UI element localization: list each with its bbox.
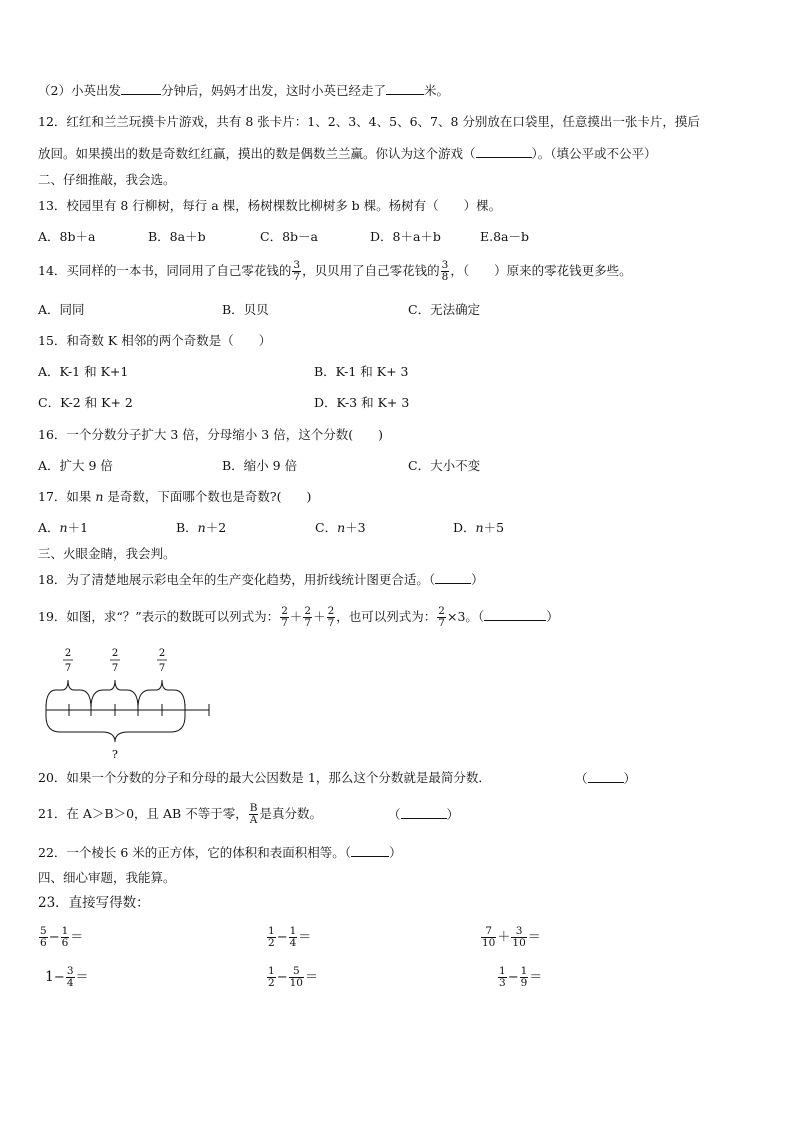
option-a[interactable]: A．K-1 和 K+1: [38, 364, 129, 379]
question-15: 15．和奇数 K 相邻的两个奇数是（ ）: [38, 333, 272, 348]
question-22: 22．一个棱长 6 米的正方体，它的体积和表面积相等。（ ）: [38, 845, 402, 860]
option-a[interactable]: A．扩大 9 倍: [38, 458, 113, 473]
option-d[interactable]: D．𝑛＋5: [453, 520, 505, 535]
svg-text:7: 7: [158, 663, 166, 674]
option-c[interactable]: C．𝑛＋3: [315, 520, 366, 535]
fraction: $\frac{3}{8}$: [441, 259, 449, 283]
fraction-label: [110, 648, 120, 674]
question-20: 20．如果一个分数的分子和分母的最大公因数是 1，那么这个分数就是最简分数．: [38, 770, 491, 785]
fraction-label: [63, 648, 73, 674]
answer-blank[interactable]: [401, 806, 447, 819]
question-12-line2: 放回。如果摸出的数是奇数红红赢，摸出的数是偶数兰兰赢。你认为这个游戏（ ）。（填公平或不公平）: [38, 146, 657, 161]
question-12-line1: 12．红红和兰兰玩摸卡片游戏，共有 8 张卡片：1、2、3、4、5、6、7、8 分别放在口袋里，任意摸出一张卡片，摸后: [38, 114, 700, 129]
option-a[interactable]: A．𝑛＋1: [38, 520, 89, 535]
svg-text:2: 2: [64, 648, 72, 659]
answer-blank[interactable]: [476, 145, 532, 158]
fraction: $\frac{B}{A}$: [249, 802, 258, 826]
option-a[interactable]: A．8b＋a: [38, 229, 96, 244]
calc-item: $\frac{1}{3}$ − $\frac{1}{9}$ ＝: [499, 965, 543, 989]
svg-text:7: 7: [64, 663, 72, 674]
answer-blank[interactable]: [386, 82, 424, 95]
brace-bottom: [46, 716, 185, 742]
question-14: 14．买同样的一本书，同同用了自己零花钱的 $\frac{3}{7}$ ，贝贝用了自己零花钱的 $\frac{3}{8}$ ，（ ）原来的零花钱更多些。: [38, 259, 632, 283]
brace-top: [91, 680, 138, 708]
question-23-title: 23．直接写得数：: [38, 895, 150, 911]
section-heading-3: 三、火眼金睛，我会判。: [38, 546, 176, 561]
calc-item: $\frac{1}{2}$ − $\frac{1}{4}$ ＝: [268, 925, 312, 949]
svg-text:7: 7: [111, 663, 119, 674]
option-d[interactable]: D．K-3 和 K+ 3: [314, 395, 410, 410]
segment-diagram: [40, 642, 215, 764]
option-c[interactable]: C．无法确定: [408, 302, 481, 317]
fraction: $\frac{2}{7}$: [327, 605, 335, 629]
option-e[interactable]: E.8a－b: [480, 229, 530, 244]
fraction: $\frac{2}{7}$: [281, 605, 288, 629]
answer-paren: （ ）: [575, 771, 637, 786]
option-a[interactable]: A．同同: [38, 302, 85, 317]
option-b[interactable]: B．8a＋b: [148, 229, 206, 244]
answer-paren: （ ）: [388, 807, 460, 822]
question-13: 13．校园里有 8 行柳树，每行 a 棵，杨树棵数比柳树多 b 棵。杨树有（ ）棵。: [38, 198, 502, 213]
option-d[interactable]: D．8＋a＋b: [370, 229, 441, 244]
fraction: $\frac{2}{7}$: [304, 605, 312, 629]
option-c[interactable]: C．大小不变: [408, 458, 481, 473]
svg-text:2: 2: [111, 648, 119, 659]
calc-item: $\frac{5}{6}$ − $\frac{1}{6}$ ＝: [40, 925, 84, 949]
answer-blank[interactable]: [351, 844, 389, 857]
section-heading-4: 四、细心审题，我能算。: [38, 870, 176, 885]
option-b[interactable]: B．K-1 和 K+ 3: [314, 364, 409, 379]
option-b[interactable]: B．缩小 9 倍: [222, 458, 298, 473]
fraction-label: [157, 648, 167, 674]
fraction: $\frac{2}{7}$: [438, 605, 445, 629]
question-21: 21．在 A＞B＞0，且 AB 不等于零， $\frac{B}{A}$ 是真分数。: [38, 802, 322, 826]
option-c[interactable]: C．8b－a: [260, 229, 318, 244]
answer-blank[interactable]: [435, 571, 471, 584]
question-17: 17．如果 𝑛 是奇数，下面哪个数也是奇数?( ): [38, 489, 312, 504]
question-mark: ?: [112, 748, 118, 761]
option-b[interactable]: B．𝑛＋2: [176, 520, 227, 535]
calc-item: $\frac{1}{2}$ − $\frac{5}{10}$ ＝: [268, 965, 318, 989]
svg-text:2: 2: [158, 648, 166, 659]
option-c[interactable]: C．K-2 和 K+ 2: [38, 395, 133, 410]
question-16: 16．一个分数分子扩大 3 倍，分母缩小 3 倍，这个分数( ): [38, 427, 383, 442]
question-11-part2: （2）小英出发 分钟后，妈妈才出发，这时小英已经走了 米。: [38, 83, 449, 98]
calc-item: 1− $\frac{3}{4}$ ＝: [45, 965, 89, 989]
section-heading-2: 二、仔细推敲，我会选。: [38, 172, 176, 187]
brace-top: [138, 680, 185, 708]
fraction: $\frac{3}{7}$: [293, 259, 301, 283]
answer-blank[interactable]: [484, 608, 546, 621]
calc-item: $\frac{7}{10}$ ＋ $\frac{3}{10}$ ＝: [482, 925, 541, 949]
answer-blank[interactable]: [121, 82, 161, 95]
question-18: 18．为了清楚地展示彩电全年的生产变化趋势，用折线统计图更合适。（ ）: [38, 572, 484, 587]
option-b[interactable]: B．贝贝: [222, 302, 269, 317]
question-19: 19．如图，求“？”表示的数既可以列式为： $\frac{2}{7}$ ＋ $\frac{2}{7}$ ＋ $\frac{2}{7}$ ，也可以列式为： $\frac{2}{7}$ ×3。（ ）: [38, 605, 559, 629]
brace-top: [46, 680, 91, 708]
answer-blank[interactable]: [588, 770, 624, 783]
